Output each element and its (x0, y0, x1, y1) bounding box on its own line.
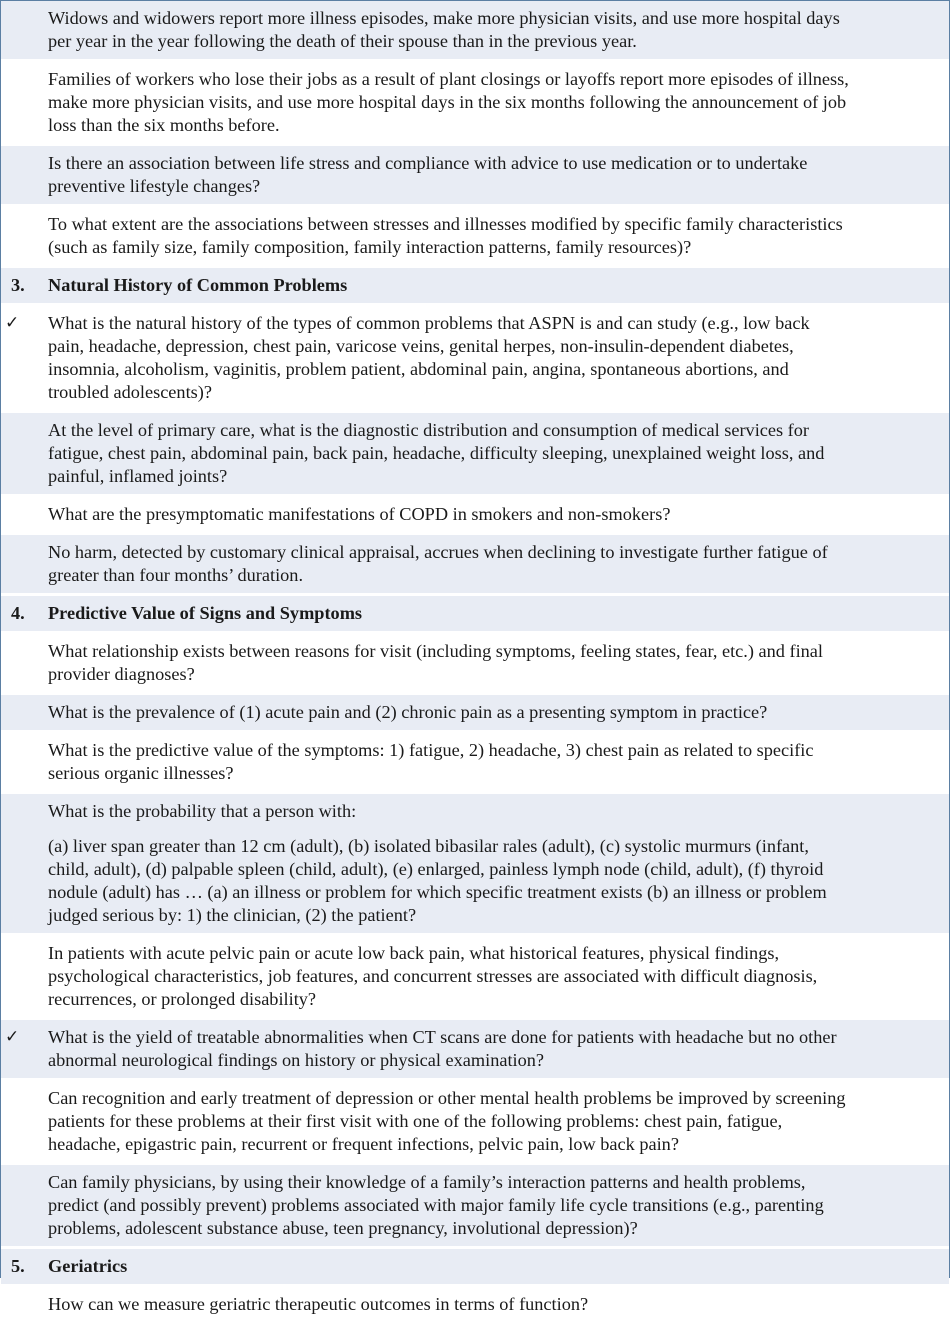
question-row (1, 634, 949, 695)
question-text (48, 62, 949, 143)
text-line: per year in the year following the death of their spouse than in the previous year. (48, 31, 637, 51)
text-line: What is the probability that a person with: (48, 801, 357, 821)
question-text (48, 829, 949, 933)
question-row (1, 497, 949, 535)
text-line: preventive lifestyle changes? (48, 176, 261, 196)
text-line: psychological characteristics, job features, and concurrent stresses are associated with difficult diagnosis, (48, 966, 818, 986)
text-line: fatigue, chest pain, abdominal pain, back pain, headache, difficulty sleeping, unexplained weight loss, and (48, 443, 825, 463)
question-row (1, 794, 949, 829)
question-text (48, 207, 949, 265)
question-row (1, 413, 949, 497)
question-text (48, 794, 949, 829)
question-text (48, 1081, 949, 1162)
question-row (1, 1081, 949, 1165)
text-line: What is the predictive value of the symptoms: 1) fatigue, 2) headache, 3) chest pain as related to specific (48, 740, 814, 760)
section-number: 3. (11, 275, 25, 295)
mark-cell (1, 497, 48, 532)
question-row (1, 829, 949, 936)
text-line: loss than the six months before. (48, 115, 280, 135)
text-line: What relationship exists between reasons for visit (including symptoms, feeling states, fear, etc.) and final (48, 641, 823, 661)
section-number: 5. (11, 1256, 25, 1276)
mark-cell (1, 1081, 48, 1162)
text-line: Families of workers who lose their jobs as a result of plant closings or layoffs report more episodes of illness, (48, 69, 849, 89)
question-text (48, 497, 949, 532)
question-row (1, 1020, 949, 1081)
question-text (48, 936, 949, 1017)
mark-cell (1, 413, 48, 494)
text-line: (a) liver span greater than 12 cm (adult), (b) isolated bibasilar rales (adult), (c) systolic murmurs (infant, (48, 836, 809, 856)
question-row (1, 733, 949, 794)
question-row (1, 1287, 949, 1325)
mark-cell (1, 733, 48, 791)
mark-cell (1, 1, 48, 59)
text-line: Widows and widowers report more illness episodes, make more physician visits, and use more hospital days (48, 8, 840, 28)
text-line: predict (and possibly prevent) problems associated with major family life cycle transitions (e.g., parenting (48, 1195, 824, 1215)
text-line: provider diagnoses? (48, 664, 195, 684)
text-line: headache, epigastric pain, recurrent or frequent infections, pelvic pain, low back pain? (48, 1134, 679, 1154)
text-line: troubled adolescents)? (48, 382, 212, 402)
mark-cell (1, 146, 48, 204)
text-line: insomnia, alcoholism, vaginitis, problem patient, abdominal pain, angina, spontaneous abortions, and (48, 359, 789, 379)
section-heading-row (1, 596, 949, 634)
mark-cell (1, 1287, 48, 1322)
text-line: What is the yield of treatable abnormalities when CT scans are done for patients with headache but no other (48, 1027, 837, 1047)
mark-cell (1, 695, 48, 730)
text-line: To what extent are the associations between stresses and illnesses modified by specific family characteristics (48, 214, 843, 234)
mark-cell (1, 62, 48, 143)
text-line: Is there an association between life stress and compliance with advice to use medication or to undertake (48, 153, 808, 173)
text-line: How can we measure geriatric therapeutic outcomes in terms of function? (48, 1294, 589, 1314)
question-text (48, 535, 949, 593)
question-text (48, 1020, 949, 1078)
text-line: nodule (adult) has … (a) an illness or problem for which specific treatment exists (b) an illness or problem (48, 882, 827, 902)
text-line: In patients with acute pelvic pain or acute low back pain, what historical features, physical findings, (48, 943, 780, 963)
checkmark-icon: ✓ (5, 313, 20, 333)
text-line: patients for these problems at their first visit with one of the following problems: chest pain, fatigue, (48, 1111, 783, 1131)
section-title: Predictive Value of Signs and Symptoms (48, 603, 363, 623)
mark-cell (1, 936, 48, 1017)
question-text (48, 1287, 949, 1322)
text-line: Can family physicians, by using their knowledge of a family’s interaction patterns and health problems, (48, 1172, 806, 1192)
text-line: Can recognition and early treatment of depression or other mental health problems be improved by screening (48, 1088, 846, 1108)
question-row (1, 62, 949, 146)
question-row (1, 695, 949, 733)
mark-cell (1, 207, 48, 265)
text-line: greater than four months’ duration. (48, 565, 304, 585)
text-line: child, adult), (d) palpable spleen (child, adult), (e) enlarged, painless lymph node (child, adult), (f) thyroid (48, 859, 824, 879)
section-heading-row (1, 1249, 949, 1287)
mark-cell (1, 535, 48, 593)
text-line: recurrences, or prolonged disability? (48, 989, 317, 1009)
text-line: What are the presymptomatic manifestations of COPD in smokers and non-smokers? (48, 504, 671, 524)
question-row (1, 207, 949, 268)
text-line: pain, headache, depression, chest pain, varicose veins, genital herpes, non-insulin-dependent diabetes, (48, 336, 794, 356)
mark-cell (1, 829, 48, 933)
checkmark-icon: ✓ (5, 1027, 20, 1047)
question-text (48, 695, 949, 730)
text-line: What is the natural history of the types of common problems that ASPN is and can study (e.g., low back (48, 313, 810, 333)
question-row (1, 936, 949, 1020)
question-row (1, 1165, 949, 1249)
mark-cell (1, 1165, 48, 1246)
question-row (1, 146, 949, 207)
text-line: serious organic illnesses? (48, 763, 234, 783)
question-row (1, 306, 949, 413)
question-text (48, 634, 949, 692)
question-text (48, 733, 949, 791)
text-line: What is the prevalence of (1) acute pain and (2) chronic pain as a presenting symptom in practice? (48, 702, 768, 722)
question-text (48, 1165, 949, 1246)
section-heading-row (1, 268, 949, 306)
text-line: No harm, detected by customary clinical appraisal, accrues when declining to investigate further fatigue of (48, 542, 828, 562)
text-line: make more physician visits, and use more hospital days in the six months following the announcement of job (48, 92, 847, 112)
text-line: At the level of primary care, what is the diagnostic distribution and consumption of medical services for (48, 420, 810, 440)
question-text (48, 413, 949, 494)
question-text (48, 306, 949, 410)
section-title: Geriatrics (48, 1256, 128, 1276)
text-line: judged serious by: 1) the clinician, (2) the patient? (48, 905, 417, 925)
text-line: problems, adolescent substance abuse, teen pregnancy, involutional depression)? (48, 1218, 638, 1238)
text-line: abnormal neurological findings on history or physical examination? (48, 1050, 545, 1070)
section-number: 4. (11, 603, 25, 623)
text-line: painful, inflamed joints? (48, 466, 228, 486)
section-title: Natural History of Common Problems (48, 275, 348, 295)
question-row (1, 535, 949, 596)
question-text (48, 146, 949, 204)
question-text (48, 1, 949, 59)
mark-cell (1, 634, 48, 692)
text-line: (such as family size, family composition, family interaction patterns, family resources)? (48, 237, 692, 257)
mark-cell (1, 794, 48, 829)
question-row (1, 1, 949, 62)
